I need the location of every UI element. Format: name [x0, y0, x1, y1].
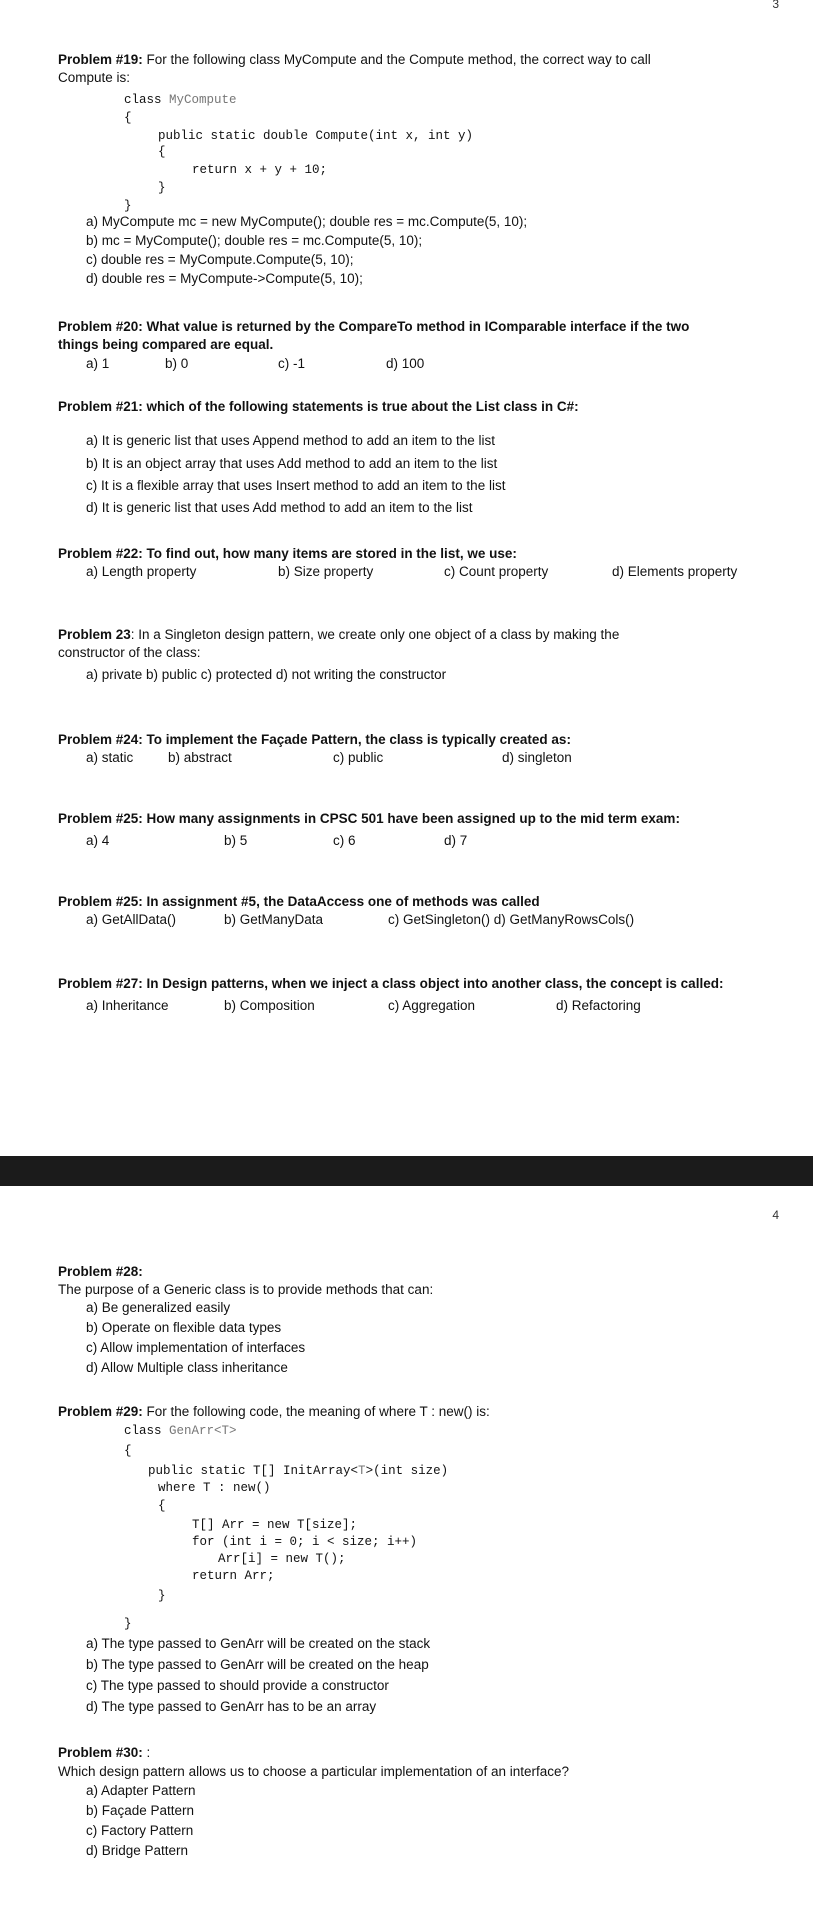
code-brace: }	[158, 181, 166, 195]
option-c: c) The type passed to should provide a constructor	[86, 1678, 389, 1693]
option-c: c) Factory Pattern	[86, 1823, 194, 1838]
option-d: d) It is generic list that uses Add method to add an item to the list	[86, 500, 473, 515]
problem-23-label: Problem 23	[58, 627, 131, 642]
problem-25b-question: Problem #25: In assignment #5, the DataAccess one of methods was called	[58, 894, 540, 909]
option-a: a) The type passed to GenArr will be created on the stack	[86, 1636, 431, 1651]
code-line: Arr[i] = new T();	[218, 1552, 346, 1566]
option-b: b) GetManyData	[224, 912, 324, 927]
problem-19-question-cont: Compute is:	[58, 70, 131, 85]
option-c: c) It is a flexible array that uses Insert method to add an item to the list	[86, 478, 506, 493]
problem-19-question: For the following class MyCompute and the Compute method, the correct way to call	[142, 52, 651, 67]
option-c: c) 6	[333, 833, 356, 848]
code-brace: {	[124, 1444, 132, 1458]
problem-30-text: Problem #30: :	[58, 1745, 151, 1760]
code-brace: {	[158, 145, 166, 159]
page-number-bottom: 4	[772, 1208, 779, 1222]
code-method: public static double Compute(int x, int y)	[158, 129, 474, 143]
problem-23-question-cont: constructor of the class:	[58, 645, 201, 660]
option-b: b) It is an object array that uses Add method to add an item to the list	[86, 456, 498, 471]
option-a: a) It is generic list that uses Append method to add an item to the list	[86, 433, 495, 448]
problem-30-question: Which design pattern allows us to choose a particular implementation of an interface?	[58, 1764, 570, 1779]
option-a: a) MyCompute mc = new MyCompute(); double res = mc.Compute(5, 10);	[86, 214, 528, 229]
option-c: c) Aggregation	[388, 998, 476, 1013]
option-list: a) private b) public c) protected d) not writing the constructor	[86, 667, 447, 682]
problem-19-label: Problem #19:	[58, 52, 143, 67]
code-line: T[] Arr = new T[size];	[192, 1518, 358, 1532]
code-line: for (int i = 0; i < size; i++)	[192, 1535, 418, 1549]
code-brace: {	[158, 1499, 166, 1513]
problem-23-question: : In a Singleton design pattern, we create only one object of a class by making the	[130, 627, 620, 642]
option-d: d) singleton	[502, 750, 572, 765]
problem-19-text	[58, 51, 651, 69]
problem-28-question: The purpose of a Generic class is to provide methods that can:	[58, 1282, 434, 1297]
option-c: c) double res = MyCompute.Compute(5, 10);	[86, 252, 354, 267]
option-a: a) GetAllData()	[86, 912, 177, 927]
problem-21-question: Problem #21: which of the following statements is true about the List class in C#:	[58, 399, 579, 414]
code-brace: }	[124, 1617, 132, 1631]
code-where: where T : new()	[158, 1481, 271, 1495]
option-b: b) The type passed to GenArr will be created on the heap	[86, 1657, 429, 1672]
option-c: c) Allow implementation of interfaces	[86, 1340, 306, 1355]
option-d: d) Bridge Pattern	[86, 1843, 189, 1858]
option-a: a) Adapter Pattern	[86, 1783, 196, 1798]
problem-27-question: Problem #27: In Design patterns, when we inject a class object into another class, the concept is called:	[58, 976, 724, 991]
option-a: a) Length property	[86, 564, 197, 579]
option-a: a) static	[86, 750, 134, 765]
option-b: b) abstract	[168, 750, 232, 765]
code-signature: public static T[] InitArray<T>(int size)	[148, 1464, 449, 1478]
option-cd: c) GetSingleton() d) GetManyRowsCols()	[388, 912, 635, 927]
option-d: d) 7	[444, 833, 468, 848]
problem-20-question: Problem #20: What value is returned by the CompareTo method in IComparable interface if the two	[58, 319, 690, 334]
code-class-line: class MyCompute	[124, 93, 237, 107]
option-b: b) 5	[224, 833, 248, 848]
option-b: b) mc = MyCompute(); double res = mc.Compute(5, 10);	[86, 233, 423, 248]
option-b: b) Composition	[224, 998, 315, 1013]
problem-20-question-cont: things being compared are equal.	[58, 337, 274, 352]
option-d: d) 100	[386, 356, 425, 371]
option-d: d) Elements property	[612, 564, 738, 579]
option-c: c) public	[333, 750, 384, 765]
problem-29-question: For the following code, the meaning of where T : new() is:	[142, 1404, 490, 1419]
option-d: d) The type passed to GenArr has to be an array	[86, 1699, 377, 1714]
option-c: c) Count property	[444, 564, 549, 579]
page-number-top: 3	[772, 0, 779, 11]
problem-29-text	[58, 1403, 490, 1421]
option-d: d) double res = MyCompute->Compute(5, 10);	[86, 271, 363, 286]
code-brace: }	[124, 199, 132, 213]
option-b: b) Operate on flexible data types	[86, 1320, 282, 1335]
option-a: a) 4	[86, 833, 110, 848]
option-b: b) Size property	[278, 564, 374, 579]
option-b: b) 0	[165, 356, 189, 371]
code-return: return x + y + 10;	[192, 163, 328, 177]
code-brace: {	[124, 111, 132, 125]
option-a: a) 1	[86, 356, 110, 371]
code-brace: }	[158, 1589, 166, 1603]
problem-29-label: Problem #29:	[58, 1404, 143, 1419]
page-divider	[0, 1156, 813, 1186]
problem-24-question: Problem #24: To implement the Façade Pattern, the class is typically created as:	[58, 732, 571, 747]
problem-28-label: Problem #28:	[58, 1264, 143, 1279]
problem-22-question: Problem #22: To find out, how many items are stored in the list, we use:	[58, 546, 517, 561]
option-d: d) Allow Multiple class inheritance	[86, 1360, 288, 1375]
option-a: a) Be generalized easily	[86, 1300, 231, 1315]
option-c: c) -1	[278, 356, 305, 371]
problem-23-text	[58, 626, 619, 644]
code-line: return Arr;	[192, 1569, 275, 1583]
option-b: b) Façade Pattern	[86, 1803, 195, 1818]
problem-30-label: Problem #30:	[58, 1745, 143, 1760]
option-a: a) Inheritance	[86, 998, 169, 1013]
problem-25-question: Problem #25: How many assignments in CPSC 501 have been assigned up to the mid term exam:	[58, 811, 680, 826]
code-class-line: class GenArr<T>	[124, 1424, 237, 1438]
option-d: d) Refactoring	[556, 998, 641, 1013]
